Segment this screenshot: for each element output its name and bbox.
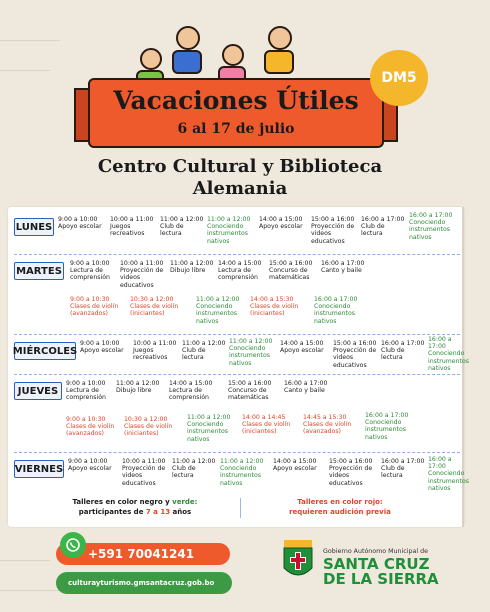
slot-martes-11: 16:00 a 17:00 Conociendo instrumentos nativos [314, 296, 358, 325]
slot-lunes-1: 9:00 a 10:00 Apoyo escolar [58, 216, 102, 231]
slot-viernes-6: 15:00 a 16:00 Proyección de videos educativos [329, 458, 373, 487]
background-line [0, 560, 50, 561]
day-label-viernes: VIERNES [14, 460, 64, 478]
slot-jueves-1: 9:00 a 10:00 Lectura de comprensión [66, 380, 106, 402]
kid-head [222, 44, 244, 66]
day-label-martes: MARTES [14, 262, 64, 280]
slot-jueves-3: 14:00 a 15:00 Lectura de comprensión [169, 380, 213, 402]
page-title: Vacaciones Útiles [113, 86, 359, 115]
slot-jueves-6: 9:00 a 10:30 Clases de violín (avanzados) [66, 416, 115, 438]
website-link: culturayturismo.gmsantacruz.gob.bo [68, 579, 215, 587]
day-label-miercoles: MIÉRCOLES [14, 342, 76, 360]
kid-head [268, 26, 292, 50]
slot-martes-7: 9:00 a 10:30 Clases de violín (avanzados) [70, 296, 119, 318]
slot-lunes-6: 15:00 a 16:00 Proyección de videos educativos [311, 216, 355, 245]
slot-martes-6: 16:00 a 17:00 Canto y baile [321, 260, 365, 275]
slot-miercoles-6: 15:00 a 16:00 Proyección de videos educativos [333, 340, 377, 369]
day-label-jueves: JUEVES [14, 382, 62, 400]
kid-body [172, 50, 202, 74]
slot-jueves-2: 11:00 a 12:00 Dibujo libre [116, 380, 160, 395]
slot-lunes-8: 16:00 a 17:00 Conociendo instrumentos nativos [409, 212, 453, 241]
slot-martes-4: 14:00 a 15:00 Lectura de comprensión [218, 260, 262, 282]
whatsapp-icon [60, 532, 86, 558]
notes-divider [240, 498, 241, 518]
slot-jueves-9: 14:00 a 14:45 Clases de violín (iniciantes) [242, 414, 291, 436]
slot-miercoles-5: 14:00 a 15:00 Apoyo escolar [280, 340, 324, 355]
row-divider [14, 374, 460, 375]
slot-miercoles-3: 11:00 a 12:00 Club de lectura [182, 340, 226, 362]
slot-miercoles-7: 16:00 a 17:00 Club de lectura [381, 340, 425, 362]
slot-viernes-2: 10:00 a 11:00 Proyección de videos educativos [122, 458, 166, 487]
note-participants: Talleres en color negro y verde: participantes de 7 a 13 años [72, 498, 198, 516]
slot-martes-9: 11:00 a 12:00 Conociendo instrumentos nativos [196, 296, 240, 325]
row-divider [14, 254, 460, 255]
slot-viernes-8: 16:00 a 17:00 Conociendo instrumentos nativos [428, 456, 469, 492]
slot-miercoles-8: 16:00 a 17:00 Conociendo instrumentos nativos [428, 336, 469, 372]
municipal-shield-icon [280, 534, 316, 584]
day-label-lunes: LUNES [14, 218, 54, 236]
slot-miercoles-2: 10:00 a 11:00 Juegos recreativos [133, 340, 177, 362]
slot-martes-1: 9:00 a 10:00 Lectura de comprensión [70, 260, 110, 282]
slot-viernes-3: 11:00 a 12:00 Club de lectura [172, 458, 216, 480]
slot-jueves-11: 16:00 a 17:00 Conociendo instrumentos nativos [365, 412, 409, 441]
district-badge: DM5 [370, 50, 428, 106]
slot-miercoles-1: 9:00 a 10:00 Apoyo escolar [80, 340, 124, 355]
slot-lunes-2: 10:00 a 11:00 Juegos recreativos [110, 216, 154, 238]
website-pill[interactable] [56, 572, 232, 594]
kid-body [264, 50, 294, 74]
slot-martes-2: 10:00 a 11:00 Proyección de videos educativos [120, 260, 164, 289]
slot-viernes-4: 11:00 a 12:00 Conociendo instrumentos nativos [220, 458, 264, 487]
slot-martes-10: 14:00 a 15:30 Clases de violín (iniciantes) [250, 296, 299, 318]
slot-miercoles-4: 11:00 a 12:00 Conociendo instrumentos nativos [229, 338, 273, 367]
slot-lunes-4: 11:00 a 12:00 Conociendo instrumentos nativos [207, 216, 251, 245]
phone-number: +591 70041241 [88, 547, 195, 561]
slot-viernes-7: 16:00 a 17:00 Club de lectura [381, 458, 425, 480]
slot-lunes-7: 16:00 a 17:00 Club de lectura [361, 216, 405, 238]
slot-lunes-3: 11:00 a 12:00 Club de lectura [160, 216, 204, 238]
venue-line-1: Centro Cultural y Biblioteca [97, 156, 383, 177]
slot-lunes-5: 14:00 a 15:00 Apoyo escolar [259, 216, 303, 231]
venue-line-2: Alemania [192, 178, 288, 199]
government-name: SANTA CRUZ DE LA SIERRA [323, 555, 439, 588]
slot-martes-8: 10:30 a 12:00 Clases de violín (iniciantes) [130, 296, 179, 318]
slot-jueves-7: 10:30 a 12:00 Clases de violín (iniciantes) [124, 416, 173, 438]
kid-head [140, 48, 162, 70]
slot-martes-3: 11:00 a 12:00 Dibujo libre [170, 260, 214, 275]
event-dates: 6 al 17 de julio [177, 121, 295, 137]
slot-jueves-10: 14:45 a 15:30 Clases de violín (avanzados) [303, 414, 352, 436]
slot-viernes-1: 9:00 a 10:00 Apoyo escolar [68, 458, 112, 473]
kid-head [176, 26, 200, 50]
slot-jueves-4: 15:00 a 16:00 Concurso de matemáticas [228, 380, 272, 402]
background-line [0, 40, 60, 41]
slot-jueves-8: 11:00 a 12:00 Conociendo instrumentos nativos [187, 414, 231, 443]
row-divider [14, 334, 460, 335]
slot-viernes-5: 14:00 a 15:00 Apoyo escolar [273, 458, 317, 473]
slot-jueves-5: 16:00 a 17:00 Canto y baile [284, 380, 328, 395]
slot-martes-5: 15:00 a 16:00 Concurso de matemáticas [269, 260, 313, 282]
background-line [0, 70, 50, 71]
row-divider [14, 452, 460, 453]
government-label: Gobierno Autónomo Municipal de [323, 548, 428, 555]
background-line [0, 590, 60, 591]
note-audition: Talleres en color rojo: requieren audición previa [289, 498, 391, 516]
